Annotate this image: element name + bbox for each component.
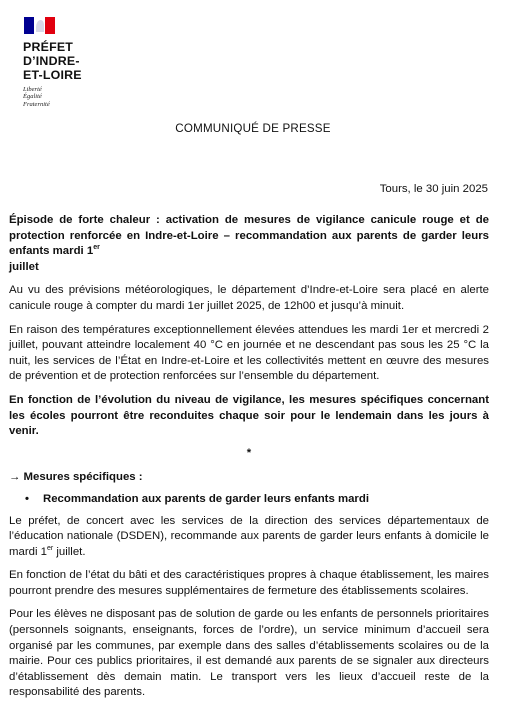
prefecture-logo xyxy=(23,17,82,108)
paragraph-forecast: Au vu des prévisions météorologiques, le département d’Indre-et-Loire sera placé en alerte canicule rouge à compter du mardi 1er juillet 2025, de 12h00 et jusqu’à minuit. xyxy=(9,284,489,312)
motto-line: Égalité xyxy=(23,93,42,101)
recommendation-end: juillet. xyxy=(53,545,86,558)
press-release-body xyxy=(9,213,489,709)
paragraph-buildings: En fonction de l’état du bâti et des caractéristiques propres à chaque établissement, les maires pourront prendre des mesures supplémentaires de fermeture des établissements scolaires. xyxy=(9,569,489,597)
recommendation-superscript: er xyxy=(46,544,54,552)
headline xyxy=(9,213,489,275)
motto-line: Liberté xyxy=(23,86,42,93)
paragraph-minimum-service: Pour les élèves ne disposant pas de solution de garde ou les enfants de personnels prioritaires (personnels soignants, enseignants, forces de l’ordre), un service minimum d’accueil sera organisé par les communes, par exemple dans des salles d’établissements scolaires ou de la mairie. Pour ces publics prioritaires, il est demandé aux parents de se signaler aux directeurs d’établissement dès demain matin. Le transport vers les lieux d’accueil reste de la responsabilité des parents. xyxy=(9,608,489,699)
headline-end: juillet xyxy=(9,260,39,273)
headline-superscript: er xyxy=(93,244,100,252)
paragraph-temperatures: En raison des températures exceptionnellement élevées attendues les mardi 1er et mercredi 2 juillet, pouvant atteindre localement 40 °C en journée et ne descendant pas sous les 25 °C la nuit, les services de l’État en Indre-et-Loire et les collectivités mettent en œuvre des mesures de prévention et de protection renforcées sur l’ensemble du département. xyxy=(9,323,489,383)
marianne-flag-icon xyxy=(24,17,55,34)
republic-motto xyxy=(23,86,82,108)
document-title: COMMUNIQUÉ DE PRESSE xyxy=(175,122,331,135)
document-date: Tours, le 30 juin 2025 xyxy=(379,183,488,195)
section-heading: → Mesures spécifiques : xyxy=(9,471,143,484)
prefecture-name-line: PRÉFET xyxy=(23,40,74,54)
headline-text: Épisode de forte chaleur : activation de mesures de vigilance canicule rouge et de protection renforcée en Indre-et-Loire – recommandation aux parents de garder leurs enfants mardi 1 xyxy=(9,214,489,258)
bullet-text: Recommandation aux parents de garder leurs enfants mardi xyxy=(43,492,369,505)
prefecture-name xyxy=(23,40,82,82)
paragraph-vigilance: En fonction de l’évolution du niveau de vigilance, les mesures spécifiques concernant les écoles pourront être reconduites chaque soir pour le lendemain dans les jours à venir. xyxy=(9,393,489,438)
recommendation-text: Le préfet, de concert avec les services de la direction des services départementaux de l’éducation nationale (DSDEN), recommande aux parents de garder leurs enfants à domicile le mardi 1 xyxy=(9,514,489,558)
bullet-icon: • xyxy=(25,492,29,505)
prefecture-name-line: ET-LOIRE xyxy=(23,68,82,82)
bullet-item xyxy=(25,492,489,508)
separator-star: * xyxy=(246,446,252,459)
prefecture-name-line: D’INDRE- xyxy=(23,54,80,68)
paragraph-recommendation xyxy=(9,514,489,561)
motto-line: Fraternité xyxy=(23,100,50,108)
